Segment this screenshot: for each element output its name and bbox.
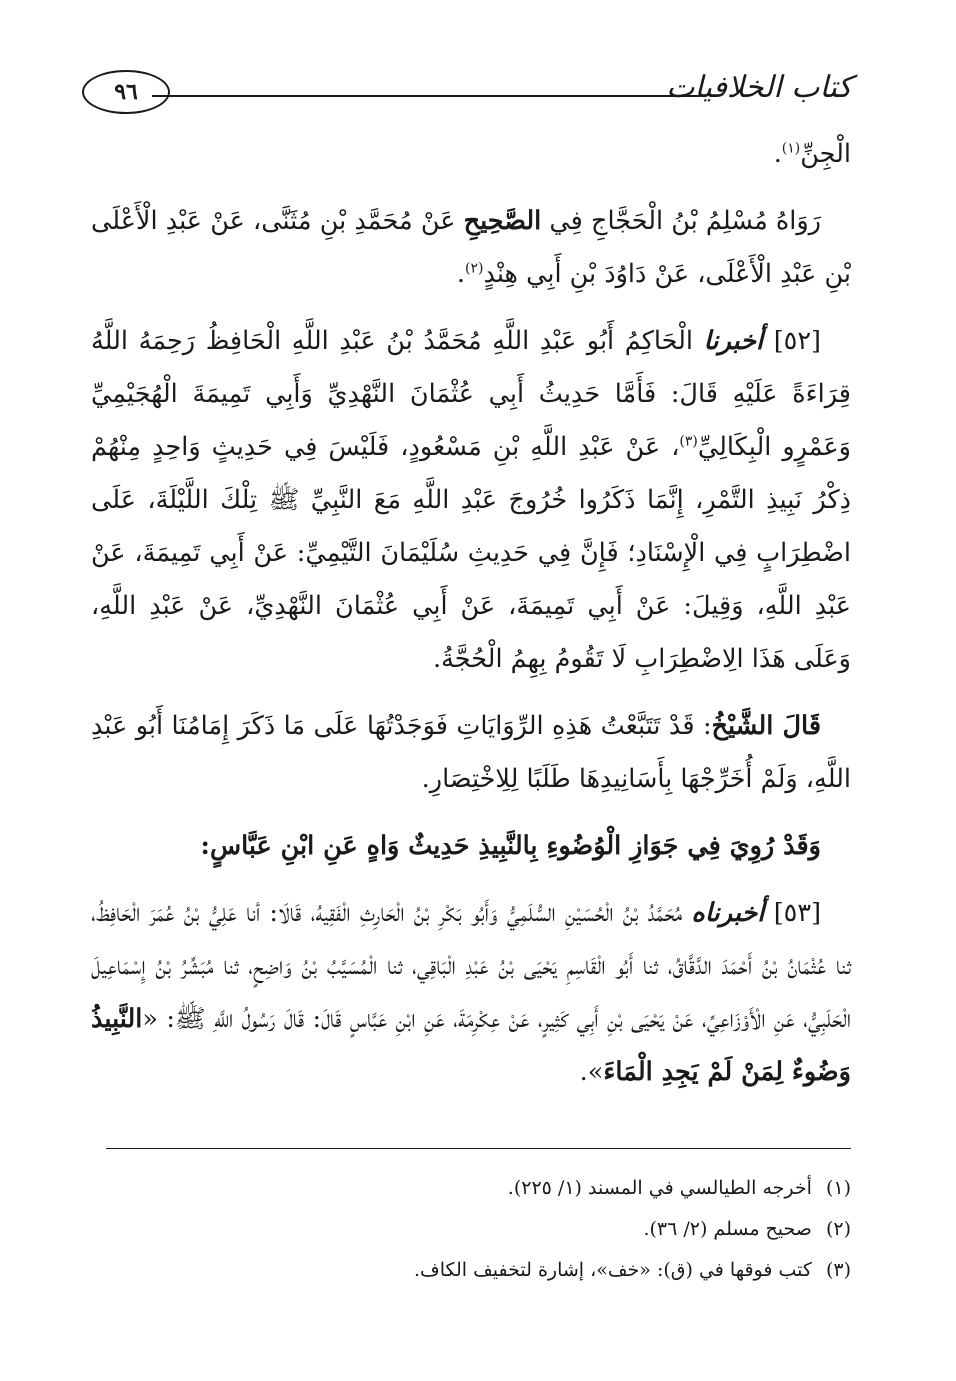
- text-span: عَنْ مُحَمَّدِ بْنِ مُثَنَّى، عَنْ عَبْدِ الْأَعْلَى بْنِ عَبْدِ الْأَعْلَى، عَنْ دَاوُدَ بْنِ أَبِي هِنْدٍ: [91, 206, 851, 289]
- paragraph-2: [91, 315, 851, 686]
- footnotes: [106, 1168, 851, 1291]
- footnote-number: (٢): [825, 1218, 851, 1240]
- footnote-3: [106, 1250, 851, 1291]
- paragraph-5: [91, 887, 851, 1099]
- footnote-ref-3[interactable]: (٣): [679, 433, 698, 450]
- footnote-2: [106, 1209, 851, 1250]
- paragraph-3: [91, 700, 851, 806]
- main-text: [91, 128, 851, 1113]
- header-rule: [152, 95, 700, 97]
- footnote-text: كتب فوقها في (ق): «خف»، إشارة لتخفيف الكاف.: [414, 1259, 812, 1281]
- page-number-badge: [82, 70, 170, 114]
- section-note: وَقَدْ رُوِيَ فِي جَوَازِ الْوُضُوءِ بِالنَّبِيذِ حَدِيثٌ وَاهٍ عَنِ ابْنِ عَبَّاسٍ:: [200, 831, 821, 861]
- text-span: : قَدْ تَتَبَّعْتُ هَذِهِ الرِّوَايَاتِ فَوَجَدْتُهَا عَلَى مَا ذَكَرَ إِمَامُنَا أَبُو عَبْدِ اللَّهِ، وَلَمْ أُخَرِّجْهَا بِأَسَانِيدِهَا طَلَبًا لِلِاخْتِصَارِ.: [91, 711, 851, 794]
- text-span: .: [773, 139, 782, 169]
- paragraph-1: [91, 195, 851, 301]
- book-reference: الصَّحِيحِ: [463, 206, 542, 236]
- footnote-1: [106, 1168, 851, 1209]
- footnote-ref-2[interactable]: (٢): [465, 260, 484, 277]
- hadith-number: [٥٣]: [773, 898, 822, 928]
- text-span: ، عَنْ عَبْدِ اللَّهِ بْنِ مَسْعُودٍ، فَلَيْسَ فِي حَدِيثٍ وَاحِدٍ مِنْهُمْ ذِكْرُ نَبِيذِ التَّمْرِ، إِنَّمَا ذَكَرُوا خُرُوجَ عَبْدِ اللَّهِ مَعَ النَّبِيِّ ﷺ تِلْكَ اللَّيْلَةَ، عَلَى اضْطِرَابٍ فِي الْإِسْنَادِ؛ فَإِنَّ فِي حَدِيثِ سُلَيْمَانَ التَّيْمِيِّ: عَنْ أَبِي تَمِيمَةَ، عَنْ عَبْدِ اللَّهِ، وَقِيلَ: عَنْ أَبِي تَمِيمَةَ، عَنْ أَبِي عُثْمَانَ النَّهْدِيِّ، عَنْ عَبْدِ اللَّهِ، وَعَلَى هَذَا الِاضْطِرَابِ لَا تَقُومُ بِهِمُ الْحُجَّةُ.: [91, 432, 851, 674]
- footnote-text: أخرجه الطيالسي في المسند (١/ ٢٢٥).: [507, 1177, 812, 1199]
- book-title: كتاب الخلافيات: [666, 70, 852, 105]
- text-span: الْحَاكِمُ أَبُو عَبْدِ اللَّهِ مُحَمَّدُ بْنُ عَبْدِ اللَّهِ الْحَافِظُ رَحِمَهُ اللَّهُ قِرَاءَةً عَلَيْهِ قَالَ: فَأَمَّا حَدِيثُ أَبِي عُثْمَانَ النَّهْدِيِّ وَأَبِي تَمِيمَةَ الْهُجَيْمِيِّ وَعَمْرٍو الْبِكَالِيِّ: [91, 326, 851, 462]
- hadith-number: [٥٢]: [773, 326, 821, 356]
- footnote-text: صحيح مسلم (٢/ ٣٦).: [643, 1218, 812, 1240]
- text-span: مُحَمَّدُ بْنُ الْحُسَيْنِ السُّلَمِيُّ وَأَبُو بَكْرِ بْنُ الْحَارِثِ الْفَقِيهُ، قَالَا: أنا عَلِيُّ بْنُ عُمَرَ الْحَافِظُ، ثنا عُثْمَانُ بْنُ أَحْمَدَ الدَّقَّاقُ، ثنا أَبُو الْقَاسِمِ يَحْيَى بْنُ عَبْدِ الْبَاقِي، ثنا الْمُسَيَّبُ بْنُ وَاضِحٍ، ثنا مُبَشِّرُ بْنُ إِسْمَاعِيلَ الْحَلَبِيُّ، عَنِ الْأَوْزَاعِيِّ، عَنْ يَحْيَى بْنِ أَبِي كَثِيرٍ، عَنْ عِكْرِمَةَ، عَنِ ابْنِ عَبَّاسٍ قَالَ: قَالَ رَسُولُ اللَّهِ ﷺ: «: [91, 898, 851, 1034]
- text-span: .: [456, 259, 465, 289]
- text-span: الْجِنِّ: [800, 139, 851, 169]
- footnote-ref-1[interactable]: (١): [781, 140, 801, 157]
- footnote-rule: [106, 1148, 851, 1149]
- hadith-matn: النَّبِيذُ وَضُوءٌ لِمَنْ لَمْ يَجِدِ الْمَاءَ: [91, 1004, 851, 1087]
- text-span: رَوَاهُ مُسْلِمُ بْنُ الْحَجَّاجِ فِي: [541, 206, 821, 236]
- qala-alshaykh: قَالَ الشَّيْخُ: [711, 711, 822, 741]
- footnote-number: (١): [825, 1177, 851, 1199]
- akhbarana-keyword: أخبرناه: [691, 898, 765, 928]
- paragraph-0: [91, 128, 851, 181]
- paragraph-4: [91, 820, 851, 873]
- text-span: ».: [579, 1057, 604, 1087]
- footnote-number: (٣): [825, 1259, 851, 1281]
- akhbarana-keyword: أخبرنا: [703, 326, 764, 356]
- page-number: ٩٦: [114, 79, 138, 105]
- running-header: [82, 62, 852, 132]
